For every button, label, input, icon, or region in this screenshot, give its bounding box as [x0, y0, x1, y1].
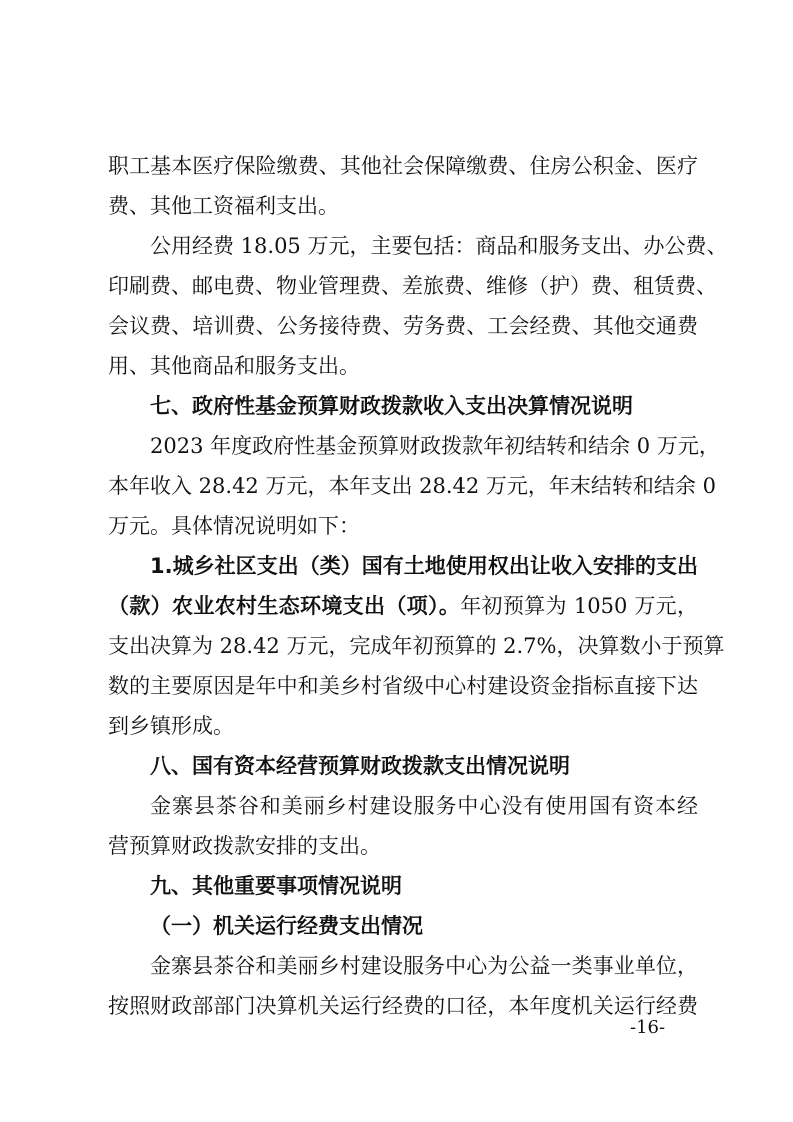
item-heading: 1.城乡社区支出（类）国有土地使用权出让收入安排的支出 — [150, 554, 698, 578]
body-line: 按照财政部部门决算机关运行经费的口径，本年度机关运行经费 — [108, 994, 698, 1018]
body-line: 万元。具体情况说明如下： — [108, 514, 360, 538]
page-number: -16- — [630, 1017, 666, 1038]
body-line: 到乡镇形成。 — [108, 714, 234, 738]
body-line: 会议费、培训费、公务接待费、劳务费、工会经费、其他交通费 — [108, 314, 698, 338]
body-line: 印刷费、邮电费、物业管理费、差旅费、维修（护）费、租赁费、 — [108, 274, 717, 298]
body-line: 职工基本医疗保险缴费、其他社会保障缴费、住房公积金、医疗 — [108, 154, 698, 178]
section-heading-9: 九、其他重要事项情况说明 — [150, 874, 402, 898]
section-heading-7: 七、政府性基金预算财政拨款收入支出决算情况说明 — [150, 394, 633, 418]
item-heading-continued — [108, 591, 698, 621]
body-line: 用、其他商品和服务支出。 — [108, 354, 360, 378]
body-line: 支出决算为 28.42 万元，完成年初预算的 2.7%，决算数小于预算 — [108, 634, 725, 658]
body-line: 公用经费 18.05 万元，主要包括：商品和服务支出、办公费、 — [150, 234, 728, 258]
section-heading-8: 八、国有资本经营预算财政拨款支出情况说明 — [150, 754, 570, 778]
body-line: 费、其他工资福利支出。 — [108, 194, 339, 218]
body-line: 金寨县茶谷和美丽乡村建设服务中心没有使用国有资本经 — [150, 794, 698, 818]
subsection-heading: （一）机关运行经费支出情况 — [150, 914, 423, 938]
body-line: 营预算财政拨款安排的支出。 — [108, 834, 381, 858]
body-text: 年初预算为 1050 万元， — [460, 594, 699, 618]
body-line: 本年收入 28.42 万元，本年支出 28.42 万元，年末结转和结余 0 — [108, 474, 716, 498]
item-heading-bold: （款）农业农村生态环境支出（项）。 — [108, 594, 461, 618]
body-line: 2023 年度政府性基金预算财政拨款年初结转和结余 0 万元， — [150, 434, 720, 458]
body-line: 数的主要原因是年中和美乡村省级中心村建设资金指标直接下达 — [108, 674, 698, 698]
body-line: 金寨县茶谷和美丽乡村建设服务中心为公益一类事业单位， — [150, 954, 698, 978]
